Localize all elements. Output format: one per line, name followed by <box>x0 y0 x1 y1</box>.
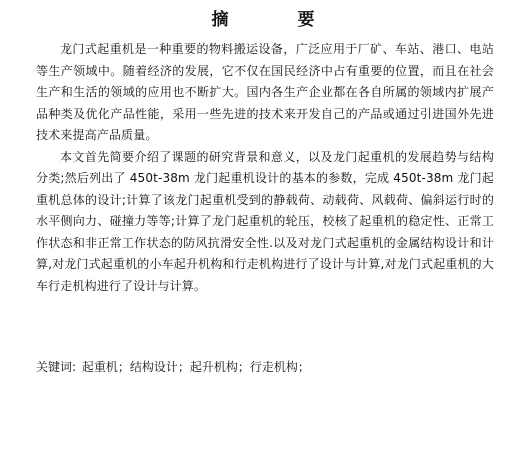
abstract-title: 摘 要 <box>211 10 341 30</box>
abstract-paragraph-1: 龙门式起重机是一种重要的物料搬运设备，广泛应用于厂矿、车站、港口、电站等生产领域中。随着经济的发展，它不仅在国民经济中占有重要的位置，而且在社会生产和生活的领域的应用也不断扩大。国内各生产企业都在各自所属的领域内扩展产品种类及优化产品性能，采用一些先进的技术来开发自己的产品或通过引进国外先进技术来提高产品质量。 <box>36 42 494 142</box>
keywords-line <box>36 358 494 376</box>
abstract-paragraph-2: 本文首先简要介绍了课题的研究背景和意义，以及龙门起重机的发展趋势与结构分类;然后列出了 450t-38m 龙门起重机设计的基本的参数，完成 450t-38m 龙门起重机总体的设计;计算了该龙门起重机受到的静载荷、动载荷、风载荷、偏斜运行时的水平侧向力、碰撞力等等;计算了龙门起重机的轮压，校核了起重机的稳定性、正常工作状态和非正常工作状态的防风抗滑安全性.以及对龙门式起重机的金属结构设计和计算,对龙门式起重机的小车起升机构和行走机构进行了设计与计算,对龙门式起重机的大车行走机构进行了设计与计算。 <box>36 149 494 293</box>
keywords-label: 关键词: <box>36 360 77 374</box>
abstract-body <box>36 39 494 297</box>
keywords-list: 起重机；结构设计；起升机构；行走机构； <box>81 360 310 374</box>
